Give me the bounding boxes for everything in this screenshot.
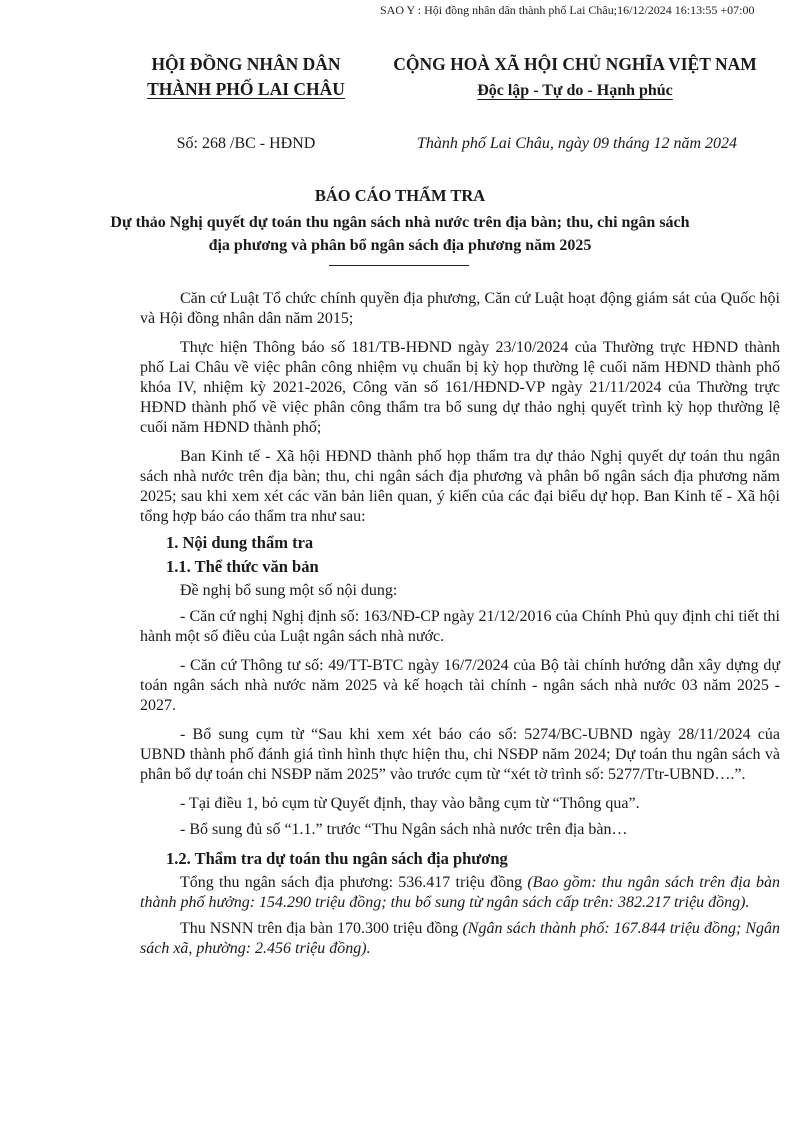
digital-copy-stamp: SAO Y : Hội đồng nhân dân thành phố Lai Châu;16/12/2024 16:13:55 +07:00 [380, 3, 755, 17]
report-body [140, 289, 780, 968]
report-subtitle: Dự thảo Nghị quyết dự toán thu ngân sách nhà nước trên địa bàn; thu, chi ngân sách địa phương và phân bổ ngân sách địa phương năm 2025 [110, 214, 690, 254]
list-item-phrase-addition: - Bổ sung cụm từ “Sau khi xem xét báo cáo số: 5274/BC-UBND ngày 28/11/2024 của UBND thành phố đánh giá tình hình thực hiện thu, chi NSĐP năm 2024; Dự toán thu ngân sách và phân bổ dự toán chi NSĐP năm 2025” vào trước cụm từ “xét tờ trình số: 5277/Ttr-UBND….”. [140, 726, 780, 783]
section-heading-1: 1. Nội dung thẩm tra [166, 533, 314, 552]
list-item-article-1: - Tại điều 1, bỏ cụm từ Quyết định, thay vào bằng cụm từ “Thông qua”. [180, 795, 640, 812]
paragraph-proposal: Đề nghị bổ sung một số nội dung: [180, 582, 398, 599]
paragraph-committee: Ban Kinh tế - Xã hội HĐND thành phố họp thẩm tra dự thảo Nghị quyết dự toán thu ngân sách nhà nước trên địa bàn; thu, chi ngân sách địa phương và phân bổ ngân sách địa phương năm 2025; sau khi xem xét các văn bản liên quan, ý kiến của các đại biểu dự họp. Ban Kinh tế - Xã hội tổng hợp báo cáo thẩm tra như sau: [140, 448, 780, 525]
document-number: Số: 268 /BC - HĐND [176, 135, 316, 152]
list-item-numbering: - Bổ sung đủ số “1.1.” trước “Thu Ngân sách nhà nước trên địa bàn… [180, 821, 628, 838]
report-title: BÁO CÁO THẨM TRA [314, 186, 486, 205]
paragraph-total-revenue: Tổng thu ngân sách địa phương: 536.417 triệu đồng (Bao gồm: thu ngân sách trên địa bàn thành phố hưởng: 154.290 triệu đồng; thu bổ sung từ ngân sách cấp trên: 382.217 triệu đồng). [140, 874, 780, 911]
list-item-decree: - Căn cứ nghị Nghị định số: 163/NĐ-CP ngày 21/12/2016 của Chính Phủ quy định chi tiết thi hành một số điều của Luật ngân sách nhà nước. [140, 608, 780, 645]
nation-name: CỘNG HOÀ XÃ HỘI CHỦ NGHĨA VIỆT NAM [393, 54, 757, 74]
issuing-organization [128, 52, 364, 102]
paragraph-legal-basis: Căn cứ Luật Tổ chức chính quyền địa phương, Căn cứ Luật hoạt động giám sát của Quốc hội và Hội đồng nhân dân năm 2015; [140, 290, 780, 327]
section-heading-1-2: 1.2. Thẩm tra dự toán thu ngân sách địa phương [166, 849, 508, 868]
paragraph-state-revenue: Thu NSNN trên địa bàn 170.300 triệu đồng (Ngân sách thành phố: 167.844 triệu đồng; Ngân sách xã, phường: 2.456 triệu đồng). [140, 920, 780, 957]
national-motto: Độc lập - Tự do - Hạnh phúc [477, 82, 673, 99]
national-heading [370, 52, 780, 103]
title-divider [329, 265, 469, 266]
list-item-circular: - Căn cứ Thông tư số: 49/TT-BTC ngày 16/7/2024 của Bộ tài chính hướng dẫn xây dựng dự toán ngân sách nhà nước năm 2025 và kế hoạch tài chính - ngân sách nhà nước 03 năm 2025 - 2027. [140, 657, 780, 714]
org-name-line2: THÀNH PHỐ LAI CHÂU [147, 79, 345, 99]
place-and-date: Thành phố Lai Châu, ngày 09 tháng 12 năm 2024 [416, 135, 737, 152]
paragraph-implementation: Thực hiện Thông báo số 181/TB-HĐND ngày 23/10/2024 của Thường trực HĐND thành phố Lai Châu về việc phân công nhiệm vụ chuẩn bị kỳ họp thường lệ cuối năm HĐND thành phố khóa IV, nhiệm kỳ 2021-2026, Công văn số 161/HĐND-VP ngày 21/11/2024 của Thường trực HĐND thành phố về việc phân công thẩm tra bổ sung dự thảo nghị quyết trình kỳ họp thường lệ cuối năm HĐND thành phố; [140, 339, 780, 436]
org-name-line1: HỘI ĐỒNG NHÂN DÂN [151, 54, 341, 74]
section-heading-1-1: 1.1. Thể thức văn bản [166, 557, 319, 576]
